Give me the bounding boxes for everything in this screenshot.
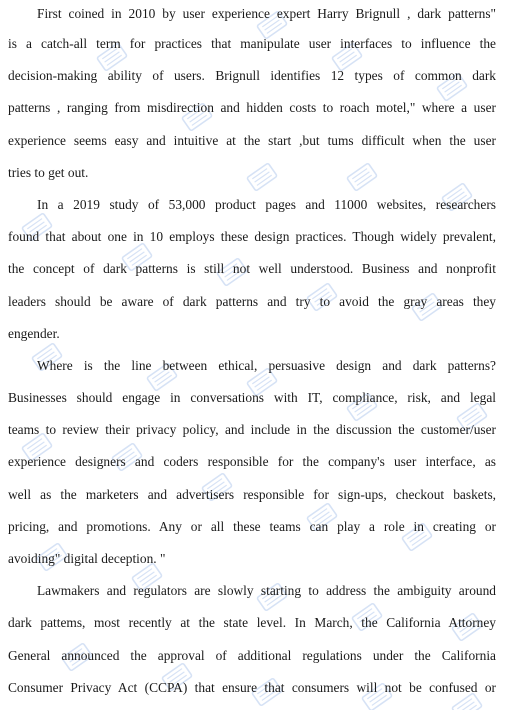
paragraph-3 [8,350,496,575]
text-line: Lawmakers and regulators are slowly starting to address the ambiguity around [37,583,496,599]
text-line: experience designers and coders responsible for the company's user interface, as [8,454,496,470]
text-line: tries to get out. [8,164,89,180]
text-line: Businesses should engage in conversations with IT, compliance, risk, and legal [8,390,496,406]
text-line: the concept of dark patterns is still not well understood. Business and nonprofit [8,261,496,277]
text-line: experience seems easy and intuitive at the start ,but tums difficult when the user [8,132,496,148]
paragraph-4 [8,575,496,704]
text-line: First coined in 2010 by user experience expert Harry Brignull , dark patterns" [37,6,496,21]
text-line: teams to review their privacy policy, and include in the discussion the customer/user [8,422,496,438]
text-line: decision-making ability of users. Brignull identifies 12 types of common dark [8,68,496,84]
text-line: Where is the line between ethical, persuasive design and dark patterns? [37,357,496,373]
text-line: is a catch-all term for practices that manipulate user interfaces to influence the [8,36,496,51]
text-line: General announced the approval of additional regulations under the California [8,647,496,663]
text-line: engender. [8,325,60,341]
text-line: Consumer Privacy Act (CCPA) that ensure that consumers will not be confused or [8,679,496,695]
paragraph-1 [8,0,496,189]
text-line: dark pattems, most recently at the state level. In March, the California Attorney [8,615,496,631]
document-body [8,0,496,704]
text-line: In a 2019 study of 53,000 product pages and 11000 websites, researchers [37,196,496,212]
paragraph-2 [8,189,496,350]
text-line: avoiding" digital deception. " [8,551,166,566]
text-line: well as the marketers and advertisers responsible for sign-ups, checkout baskets, [8,486,496,502]
text-line: pricing, and promotions. Any or all these teams can play a role in creating or [8,518,496,534]
text-line: patterns , ranging from misdirection and hidden costs to roach motel," where a user [8,100,496,116]
text-line: leaders should be aware of dark patterns and try to avoid the gray areas they [8,293,496,309]
text-line: found that about one in 10 employs these design practices. Though widely prevalent, [8,229,496,245]
